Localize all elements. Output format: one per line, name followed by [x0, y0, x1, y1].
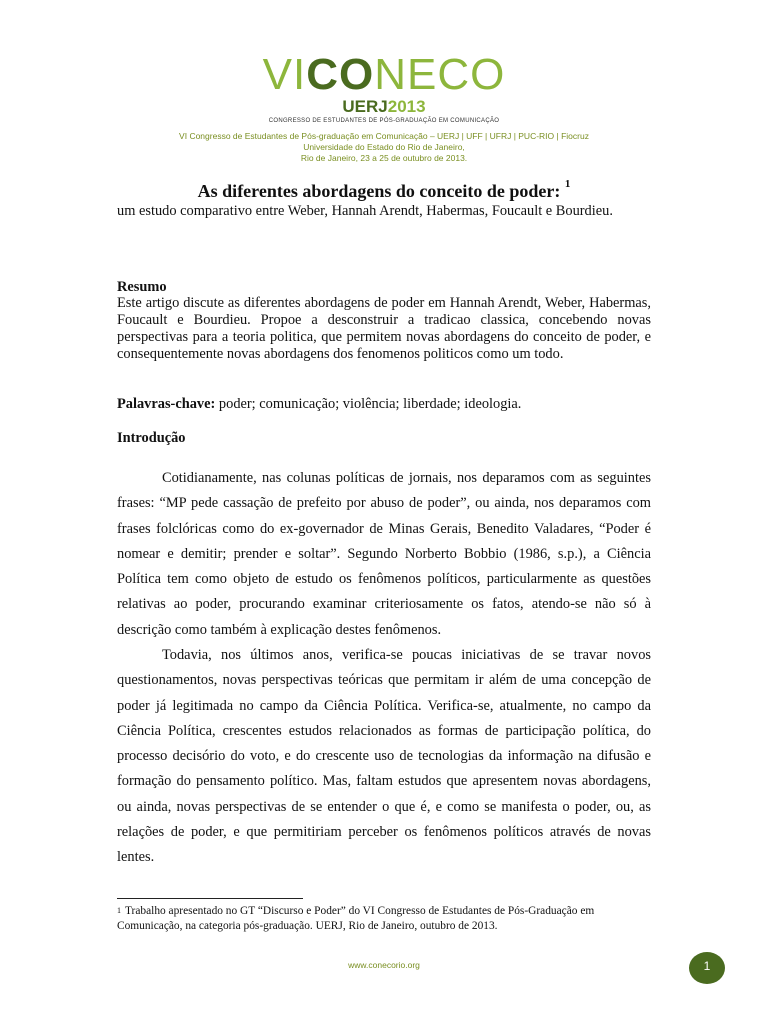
footnote-divider [117, 898, 303, 899]
paragraph-1-text: Cotidianamente, nas colunas políticas de jornais, nos deparamos com as seguintes frases: “MP pede cassação de prefeito por abuso de poder”, ou ainda, nos deparamos com frases folclóricas como do ex-governador de Minas Gerais, Benedito Valadares, “Poder é nomear e demitir; prender e soltar”. Segundo Norberto Bobbio (1986, s.p.), a Ciência Política tem como objeto de estudo os fenômenos políticos, particularmente as questões relativas ao poder, procurando examinar criteriosamente os fatos, atendo-se não só à descrição como também à explicação destes fenômenos. [117, 470, 651, 638]
logo-wordmark [0, 52, 768, 98]
page-number-badge: 1 [689, 952, 725, 984]
keywords-label: Palavras-chave: [117, 396, 216, 412]
footnote [117, 904, 651, 934]
keywords [117, 396, 651, 413]
logo-uerj: UERJ [342, 97, 388, 116]
conference-info-line1: VI Congresso de Estudantes de Pós-graduação em Comunicação – UERJ | UFF | UFRJ | PUC-RIO | Fiocruz [179, 131, 589, 141]
footnote-text: Trabalho apresentado no GT “Discurso e Poder” do VI Congresso de Estudantes de Pós-Graduação em Comunicação, na categoria pós-graduação. UERJ, Rio de Janeiro, outubro de 2013. [117, 905, 595, 932]
paragraph-2-text: Todavia, nos últimos anos, verifica-se poucas iniciativas de se travar novos questionamentos, novas perspectivas teóricas que permitam ir além de uma concepção de poder já legitimada no campo da Ciência Política. Verifica-se, atualmente, no campo da Ciência Política, crescentes estudos relacionados as formas de participação política, do processo decisório do voto, e do crescente uso de tecnologias da informação na difusão e formação do pensamento político. Mas, faltam estudos que apresentem novas abordagens, ou ainda, novas perspectivas de se entender o que é, e como se manifesta o poder, ou, as relações de poder, e que permitiriam perceber os fenômenos políticos através de novas lentes. [117, 647, 651, 866]
logo-vi: VI [262, 50, 307, 99]
body-paragraph-2 [117, 643, 651, 871]
logo-year: 2013 [387, 97, 426, 116]
footnote-mark: 1 [117, 906, 121, 915]
keywords-list: poder; comunicação; violência; liberdade; ideologia. [218, 396, 522, 412]
article-title-text: As diferentes abordagens do conceito de poder: [197, 181, 561, 201]
introduction-heading: Introdução [117, 430, 186, 446]
logo-co: CO [306, 50, 375, 99]
abstract-body: Este artigo discute as diferentes abordagens de poder em Hannah Arendt, Weber, Habermas, Foucault e Bourdieu. Propoe a desconstruir a tradicao classica, concebendo novas perspectivas para a teoria politica, que permitem novas abordagens do conceito de poder, e consequentemente novas abordagens dos fenomenos politicos como um todo. [117, 295, 651, 362]
title-footnote-mark[interactable]: 1 [564, 178, 571, 190]
logo-uerj-year [0, 98, 768, 116]
logo-neco: NECO [374, 50, 506, 99]
abstract-heading: Resumo [117, 279, 167, 295]
article-subtitle: um estudo comparativo entre Weber, Hannah Arendt, Habermas, Foucault e Bourdieu. [117, 203, 613, 219]
body-paragraph-1 [117, 466, 651, 643]
conference-info-line2: Universidade do Estado do Rio de Janeiro, [303, 142, 465, 152]
article-title [0, 178, 768, 202]
conference-info [0, 131, 768, 164]
logo-tagline: CONGRESSO DE ESTUDANTES DE PÓS-GRADUAÇÃO EM COMUNICAÇÃO [268, 118, 500, 124]
conference-logo [0, 52, 768, 124]
conference-info-line3: Rio de Janeiro, 23 a 25 de outubro de 2013. [300, 153, 468, 163]
footer-url-link[interactable]: www.conecorio.org [348, 960, 420, 970]
